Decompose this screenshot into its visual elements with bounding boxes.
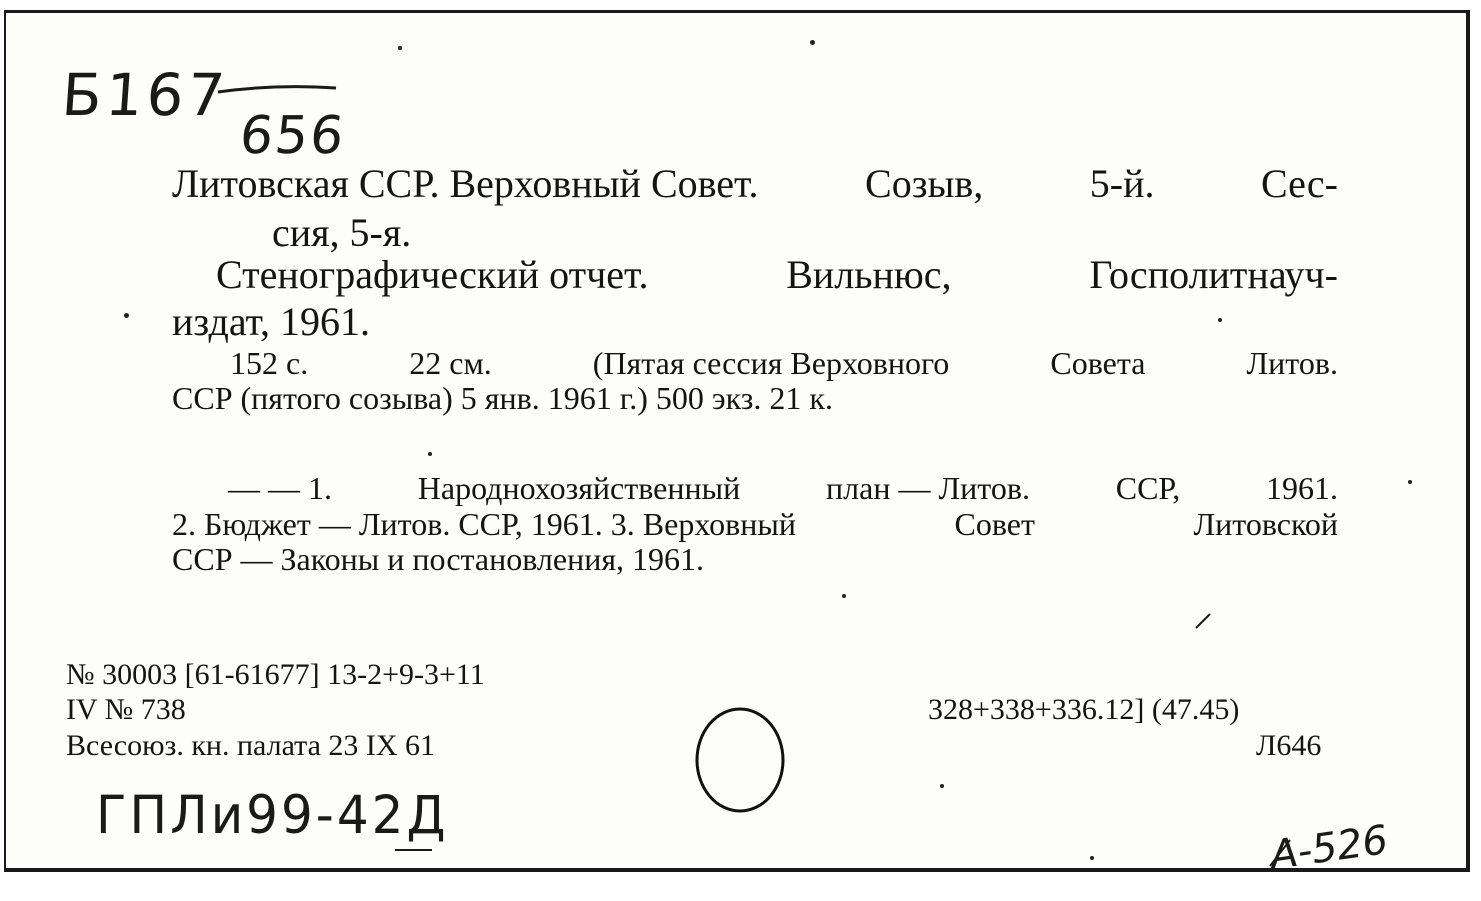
scan-speck <box>842 594 846 598</box>
entry-collation-line2: ССР (пятого созыва) 5 янв. 1961 г.) 500 экз. 21 к. <box>172 380 833 416</box>
scan-speck <box>1408 480 1412 484</box>
entry-title-line1 <box>216 252 1338 297</box>
entry-title-place: Вильнюс, <box>786 252 952 297</box>
author-mark: Л646 <box>1256 729 1322 762</box>
collation-word: Литов. <box>1246 345 1338 381</box>
subject-item: план — Литов. <box>826 470 1030 506</box>
shelf-mark-bottom: 656 <box>236 106 349 166</box>
entry-collation-line1 <box>230 347 1338 379</box>
entry-heading-word: 5-й. <box>1089 161 1155 206</box>
collation-pages: 152 с. <box>230 345 309 381</box>
subject-item: 1961. <box>1265 470 1338 506</box>
scan-speck <box>1218 318 1222 322</box>
entry-heading-line1 <box>172 161 1338 206</box>
entry-heading-word: Сес- <box>1260 161 1338 206</box>
subjects-line2 <box>172 508 1338 540</box>
subjects-line1 <box>228 472 1338 504</box>
scan-speck <box>1090 856 1094 860</box>
imprint-card-number: № 30003 [61-61677] 13-2+9-3+11 <box>66 658 485 691</box>
scan-speck <box>810 40 815 45</box>
scan-speck <box>428 452 432 456</box>
imprint-chamber-date: Всесоюз. кн. палата 23 IX 61 <box>66 729 436 762</box>
collation-size: 22 см. <box>409 345 492 381</box>
collation-word: Совета <box>1050 345 1146 381</box>
subjects-line3: ССР — Законы и постановления, 1961. <box>172 541 705 577</box>
handwritten-call-number: ГПЛи99-42Д <box>96 784 449 846</box>
entry-heading-author: Литовская ССР. Верховный Совет. <box>172 161 759 206</box>
subject-item: 2. Бюджет — Литов. ССР, 1961. 3. Верховный <box>172 506 796 542</box>
subject-item: Совет <box>954 506 1035 542</box>
scan-speck <box>398 46 402 50</box>
scan-speck <box>940 784 944 788</box>
subject-item: ССР, <box>1115 470 1181 506</box>
subject-item: — — 1. <box>228 470 332 506</box>
subject-item: Народнохозяйственный <box>417 470 741 506</box>
subject-item: Литовской <box>1193 506 1338 542</box>
entry-title-line2: издат, 1961. <box>172 299 371 344</box>
entry-title-text: Стенографический отчет. <box>216 252 649 297</box>
classification-index: 328+338+336.12] (47.45) <box>928 693 1240 726</box>
handwritten-corner-note: А-526 <box>1267 817 1391 879</box>
collation-series: (Пятая сессия Верховного <box>592 345 950 381</box>
entry-heading-line2: сия, 5-я. <box>272 210 412 255</box>
entry-title-publisher: Госполитнауч- <box>1089 252 1338 297</box>
imprint-edition: IV № 738 <box>66 693 186 726</box>
shelf-mark-top: Б167 <box>59 61 231 129</box>
scan-speck <box>124 313 129 318</box>
entry-heading-word: Созыв, <box>865 161 984 206</box>
